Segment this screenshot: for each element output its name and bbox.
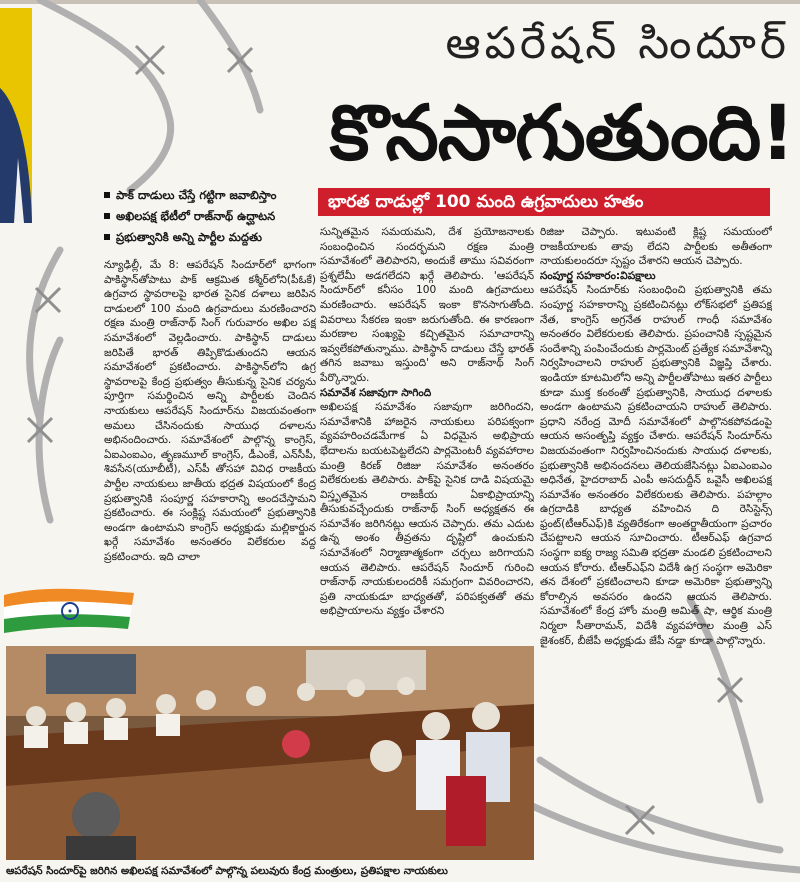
- article-column-3: [540, 225, 772, 765]
- article-paragraph: సున్నితమైన సమయమని, దేశ ప్రయోజనాలకు సంబంధించిన సందర్భమని రక్షణ మంత్రి సమావేశంలో తెలిపారని, అందుకే తాము సవివరంగా ప్రశ్నలేమీ అడగలేదని ఖర్గే తెలిపారు. 'ఆపరేషన్ సిందూర్‌లో కనీసం 100 మంది ఉగ్రవాదులు మరణించారు. ఆపరేషన్ ఇంకా కొనసాగుతోంది. వివరాలు సేకరణ ఇంకా జరుగుతోంది. ఈ కారణంగా మరణాల సంఖ్యపై కచ్చితమైన సమాచారాన్ని ఇవ్వలేకపోతున్నాము. పాకిస్థాన్ దాడులు చేస్తే భారత్ తగిన జవాబు ఇస్తుంది' అని రాజ్‌నాథ్ సింగ్ పేర్కొన్నారు.: [320, 226, 534, 384]
- subheading: సమావేశ సజావుగా సాగింది: [320, 386, 432, 399]
- article-paragraph: రిజిజు చెప్పారు. ఇటువంటి క్లిష్ట సమయంలో రాజకీయాలకు తావు లేదని పార్టీలకు అతీతంగా నాయకులందరూ స్పష్టం చేశారని ఆయన చెప్పారు.: [540, 226, 772, 268]
- article-column-2: [320, 225, 534, 630]
- article-column-1: [104, 258, 316, 636]
- article-paragraph: న్యూఢిల్లీ, మే 8: ఆపరేషన్ సిందూర్‌లో భాగంగా పాకిస్థాన్‌తోపాటు పాక్ ఆక్రమిత కశ్మీర్‌లోని(పీఓకే) ఉగ్రవాద స్థావరాలపై భారత సైనిక దళాలు జరిపిన దాడులలో 100 మంది ఉగ్రవాదులు మరణించారని రక్షణ మంత్రి రాజ్‌నాథ్ సింగ్ గురువారం అఖిల పక్ష సమావేశంలో వెల్లడించారు. పాకిస్థాన్ దాడులు జరిపితే భారత్ తిప్పికొడుతుందని ఆయన సమావేశంలో ప్రకటించారు. పాకిస్థాన్‌లోని ఉగ్ర స్థావరాలపై కేంద్ర ప్రభుత్వం తీసుకున్న సైనిక చర్యను పూర్తిగా సమర్థించిన అన్ని పార్టీలకు చెందిన నాయకులు ఆపరేషన్ సిందూర్‌ను విజయవంతంగా అమలు చేసినందుకు సాయుధ దళాలను అభినందించారు. సమావేశంలో పాల్గొన్న కాంగ్రెస్, ఏఐఎంఐఎం, తృణమూల్ కాంగ్రెస్, డీఎంకే, ఎన్‌సీపీ, శివసేన(యూబీటీ), ఎస్‌పీ తోసహా వివిధ రాజకీయ పార్టీల నాయకులు జాతీయ భద్రత విషయంలో కేంద్ర ప్రభుత్వానికి సంపూర్ణ సహకారాన్ని అందచేస్తామని ప్రకటించారు. ఈ సంక్లిష్ట సమయంలో ప్రభుత్వానికి అండగా ఉంటామని కాంగ్రెస్ అధ్యక్షుడు మల్లికార్జున ఖర్గే సమావేశం అనంతరం విలేకరుల వద్ద ప్రకటించారు. ఇది చాలా: [104, 259, 316, 563]
- photo-caption: ఆపరేషన్ సిందూర్‌పై జరిగిన అఖిలపక్ష సమావేశంలో పాల్గొన్న పలువురు కేంద్ర మంత్రులు, ప్రతిపక్షాల నాయకులు: [6, 865, 448, 877]
- headline-main: కొనసాగుతుంది!: [329, 88, 794, 177]
- subheading: సంపూర్ణ సహకారం:విపక్షాలు: [540, 269, 656, 282]
- portrait-photo: [0, 8, 32, 223]
- indian-flag-icon: [4, 585, 134, 633]
- headline-banner: భారత దాడుల్లో 100 మంది ఉగ్రవాదులు హతం: [318, 188, 770, 216]
- top-rule: [0, 0, 800, 4]
- article-paragraph: ఆపరేషన్ సిందూర్‌కు సంబంధించి ప్రభుత్వానికి తమ సంపూర్ణ సహకారాన్ని ప్రకటించినట్లు లోక్‌సభలో ప్రతిపక్ష నేత, కాంగ్రెస్ అగ్రనేత రాహుల్ గాంధీ సమావేశం అనంతరం విలేకరులకు తెలిపారు. ప్రపంచానికి స్పష్టమైన సందేశాన్ని పంపించేందుకు పార్లమెంట్ ప్రత్యేక సమావేశాన్ని నిర్వహించాలని రాహుల్ ప్రభుత్వానికి విజ్ఞప్తి చేశారు. ఇండియా కూటమిలోని అన్ని పార్టీలతోపాటు ఇతర పార్టీలు కూడా ముక్త కంఠంతో ప్రభుత్వానికి, సాయుధ దళాలకు అండగా ఉంటామని ప్రకటించాయని రాహుల్ తెలిపారు. ప్రధాని నరేంద్ర మోదీ సమావేశంలో పాల్గొనకపోవడంపై ఆయన అసంతృప్తి వ్యక్తం చేశారు. ఆపరేషన్ సిందూర్‌ను విజయవంతంగా నిర్వహించినందుకు సాయుధ దళాలకు, ప్రభుత్వానికి అభినందనలు తెలియజేసినట్లు ఏఐఎంఐఎం అధినేత, హైదరాబాద్ ఎంపీ అసదుద్దీన్ ఒవైసీ అఖిలపక్ష సమావేశం అనంతరం విలేకరులకు తెలిపారు. పహల్గాం ఉగ్రదాడికి బాధ్యత వహించిన ది రెసిస్టెన్స్ ఫ్రంట్(టీఆర్‌ఎఫ్)కి వ్యతిరేకంగా అంతర్జాతీయంగా ప్రచారం చేపట్టాలని ఆయన సూచించారు. టీఆర్‌ఎఫ్ ఉగ్రవాద సంస్థగా ఐక్య రాజ్య సమితి భద్రతా మండలి ప్రకటించాలని ఆయన కోరారు. టీఆర్‌ఎఫ్‌ని విదేశీ ఉగ్ర సంస్థగా అమెరికా తన దేశంలో ప్రకటించాలని కూడా అమెరికా ప్రభుత్వాన్ని కోరాల్సిన అవసరం ఉందని ఆయన తెలిపారు. సమావేశంలో కేంద్ర హోం మంత్రి అమిత్ షా, ఆర్థిక మంత్రి నిర్మలా సీతారామన్, విదేశీ వ్యవహారాల మంత్రి ఎస్ జైశంకర్, బీజేపీ అధ్యక్షుడు జేపీ నడ్డా కూడా పాల్గొన్నారు.: [540, 284, 772, 647]
- bullet-item: ప్రభుత్వానికి అన్ని పార్టీల మద్దతు: [104, 230, 309, 245]
- bullet-item: అఖిలపక్ష భేటీలో రాజ్‌నాథ్ ఉద్ఘాటన: [104, 209, 309, 224]
- bullet-item: పాక్ దాడులు చేస్తే గట్టిగా జవాబిస్తాం: [104, 188, 309, 203]
- highlight-bullets: [104, 188, 309, 251]
- headline-kicker: ఆపరేషన్ సిందూర్: [445, 18, 790, 69]
- article-paragraph: అఖిలపక్ష సమావేశం సజావుగా జరిగిందని, సమావేశానికి హాజరైన నాయకులు పరిపక్వంగా వ్యవహరించడమేగాక ఏ విధమైన అభిప్రాయ భేదాలను బయటపెట్టలేదని పార్లమెంటరీ వ్యవహారాల మంత్రి కిరణ్ రిజిజు సమావేశం అనంతరం విలేకరులకు తెలిపారు. పాక్‌పై సైనిక దాడి విషయమై విస్తృతమైన రాజకీయ ఏకాభిప్రాయాన్ని తీసుకువచ్చేందుకు రాజ్‌నాథ్ సింగ్ అధ్యక్షతన ఈ సమావేశం జరిగినట్లు ఆయన చెప్పారు. తమ ఎదుట ఉన్న అంశం తీవ్రతను దృష్టిలో ఉంచుకుని సమావేశంలో నిర్మాణాత్మకంగా చర్చలు జరిగాయని ఆయన తెలిపారు. ఆపరేషన్ సిందూర్ గురించి రాజ్‌నాథ్ నాయకులందరికీ సమగ్రంగా వివరించారని, ప్రతి నాయకుడూ బాధ్యతతో, పరిపక్వతతో తమ అభిప్రాయాలను వ్యక్తం చేశారని: [320, 401, 534, 618]
- meeting-photo: [6, 646, 534, 860]
